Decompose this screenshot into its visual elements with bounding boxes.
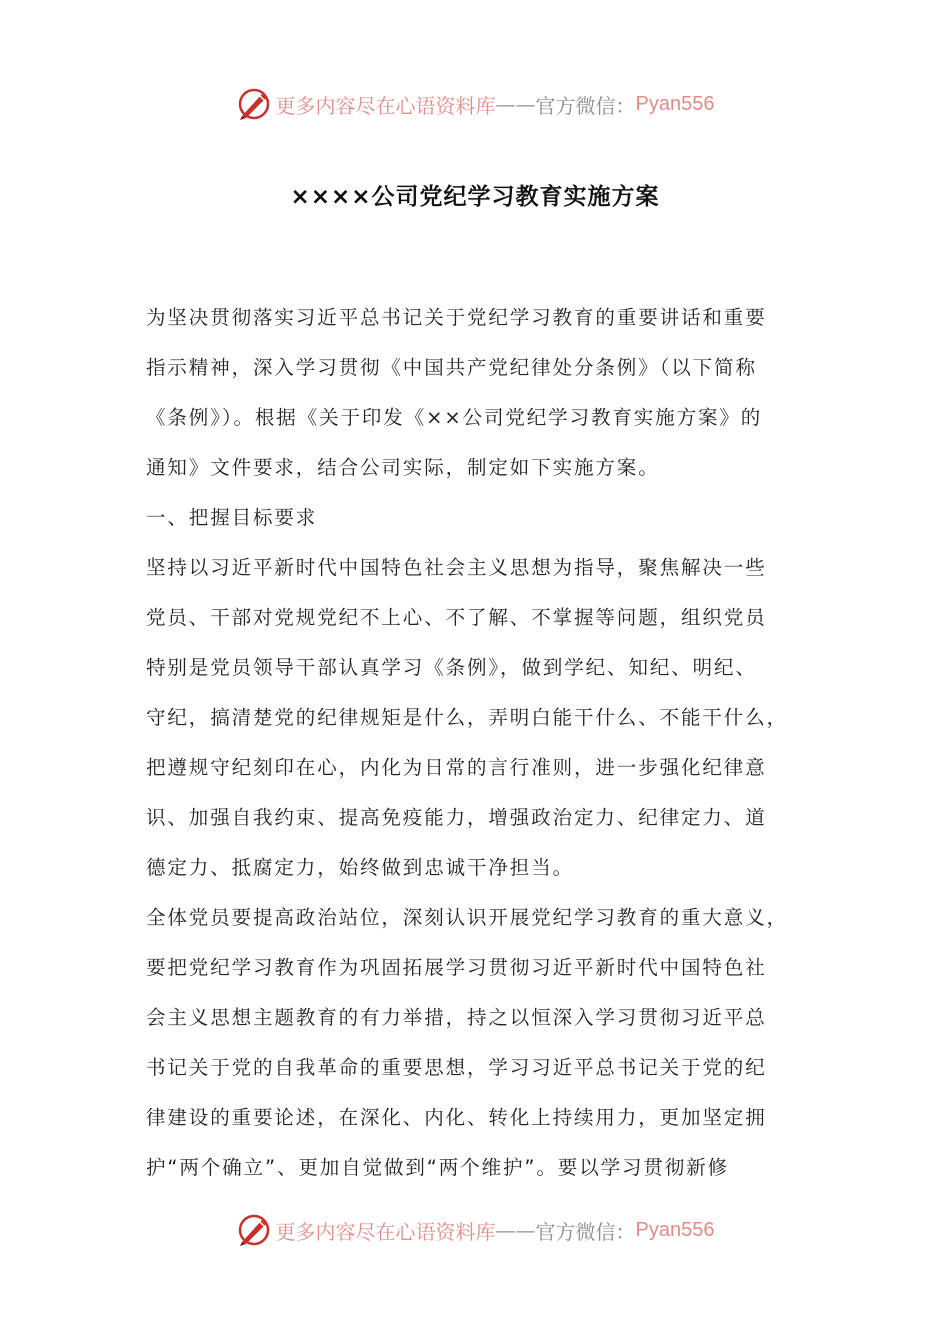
pen-logo-icon	[236, 86, 272, 122]
text-line: 坚持以习近平新时代中国特色社会主义思想为指导，聚焦解决一些	[146, 556, 767, 579]
text-line: 党员、干部对党规党纪不上心、不了解、不掌握等问题，组织党员	[146, 606, 767, 629]
pen-logo-icon	[236, 1212, 272, 1248]
watermark-main-text: 更多内容尽在心语资料库	[275, 1219, 496, 1244]
text-line: 守纪，搞清楚党的纪律规矩是什么，弄明白能干什么、不能干什么，	[146, 706, 789, 729]
text-line: 要把党纪学习教育作为巩固拓展学习贯彻习近平新时代中国特色社	[146, 956, 767, 979]
watermark-label: 官方微信：	[535, 93, 636, 118]
document-body	[146, 296, 816, 1196]
watermark-banner-bottom	[0, 1210, 950, 1250]
text-line: 通知》文件要求，结合公司实际，制定如下实施方案。	[146, 456, 660, 479]
watermark-id: Pyan556	[635, 92, 715, 115]
watermark-label: 官方微信：	[535, 1219, 636, 1244]
watermark-banner-top	[0, 84, 950, 124]
text-line: 书记关于党的自我革命的重要思想，学习习近平总书记关于党的纪	[146, 1056, 767, 1079]
text-line: 律建设的重要论述，在深化、内化、转化上持续用力，更加坚定拥	[146, 1106, 767, 1129]
text-line: 会主义思想主题教育的有力举措，持之以恒深入学习贯彻习近平总	[146, 1006, 767, 1029]
text-line: 为坚决贯彻落实习近平总书记关于党纪学习教育的重要讲话和重要	[146, 306, 767, 329]
document-title: ××××公司党纪学习教育实施方案	[290, 184, 660, 210]
watermark-main-text: 更多内容尽在心语资料库	[275, 93, 496, 118]
text-line: 德定力、抵腐定力，始终做到忠诚干净担当。	[146, 856, 575, 879]
text-line: 全体党员要提高政治站位，深刻认识开展党纪学习教育的重大意义，	[146, 906, 789, 929]
text-line: 特别是党员领导干部认真学习《条例》，做到学纪、知纪、明纪、	[146, 656, 757, 679]
watermark-dash: ——	[495, 1218, 536, 1242]
text-line: 识、加强自我约束、提高免疫能力，增强政治定力、纪律定力、道	[146, 806, 767, 829]
watermark-id: Pyan556	[635, 1218, 715, 1241]
watermark-dash: ——	[495, 92, 536, 116]
text-line: 《条例》）。根据《关于印发《××公司党纪学习教育实施方案》的	[146, 406, 763, 429]
text-line: 把遵规守纪刻印在心，内化为日常的言行准则，进一步强化纪律意	[146, 756, 767, 779]
text-line: 护“两个确立”、更加自觉做到“两个维护”。要以学习贯彻新修	[146, 1156, 730, 1179]
section-heading: 一、把握目标要求	[146, 506, 318, 529]
text-line: 指示精神，深入学习贯彻《中国共产党纪律处分条例》（以下简称	[146, 356, 757, 379]
